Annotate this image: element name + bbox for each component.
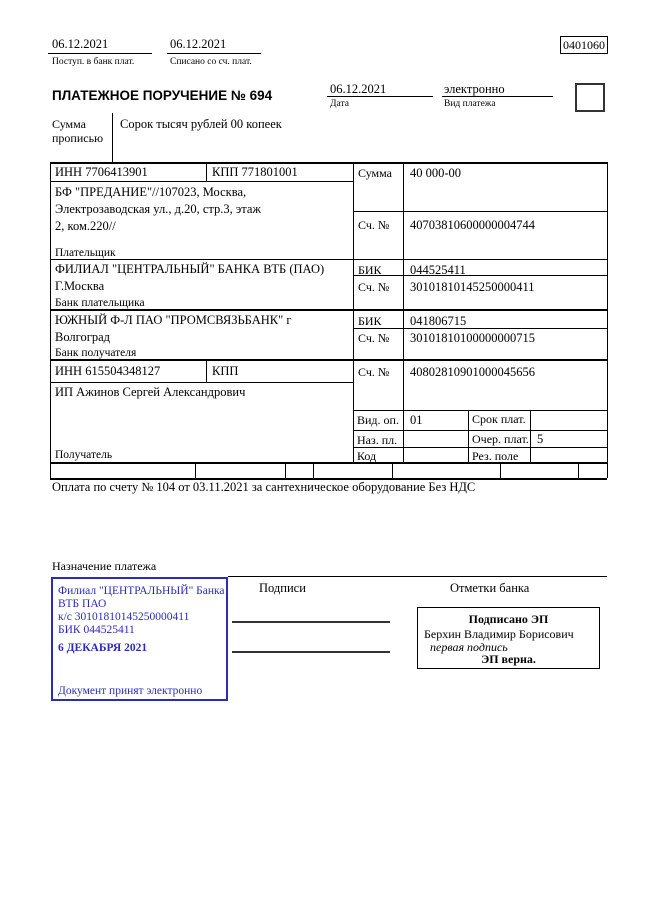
coded-row-top-line (50, 462, 607, 464)
amount-label: Сумма (358, 166, 392, 180)
coded-row-divider-3 (313, 462, 314, 478)
coded-row-divider-6 (578, 462, 579, 478)
payer-bank-account: 30101810145250000411 (410, 280, 535, 294)
due-date-label: Срок плат. (472, 412, 526, 426)
bank-stamp-date: 6 ДЕКАБРЯ 2021 (58, 642, 148, 654)
payee-bank-name-line2: Волгоград (55, 330, 111, 344)
payee-bank-bik-label: БИК (358, 314, 382, 328)
footer-top-line (228, 576, 607, 577)
payee-bank-bik: 041806715 (410, 314, 467, 328)
payer-bank-name-line2: Г.Москва (55, 279, 105, 293)
date-received: 06.12.2021 (52, 37, 109, 51)
payee-inn: ИНН 615504348127 (55, 364, 161, 378)
amount-words-label-2: прописью (52, 131, 104, 145)
payer-bank-bik-line (353, 275, 607, 276)
payer-bank-label: Банк плательщика (55, 297, 145, 309)
esign-kind: первая подпись (430, 640, 508, 654)
document-date-label: Дата (330, 99, 349, 109)
payee-inn-row-line (50, 382, 353, 383)
payer-name-line2: Электрозаводская ул., д.20, стр.3, этаж (55, 202, 262, 216)
document-date-underline (327, 96, 433, 97)
table-left-line (50, 162, 51, 478)
payee-bank-bik-line (353, 328, 607, 329)
esign-signer-name: Берхин Владимир Борисович (424, 627, 574, 641)
signature-line-2 (232, 651, 390, 653)
bank-stamp-line3: к/с 30101810145250000411 (58, 611, 190, 623)
coded-row-divider-4 (392, 462, 393, 478)
amount-value: 40 000-00 (410, 166, 462, 180)
payer-name-line3: 2, ком.220// (55, 219, 116, 233)
payer-section-line (50, 259, 607, 260)
esign-verified: ЭП верна. (481, 652, 536, 666)
order-value: 5 (537, 432, 544, 446)
reserve-field-label: Рез. поле (472, 449, 519, 463)
bank-stamp-line4: БИК 044525411 (58, 624, 135, 636)
status-checkbox (575, 83, 605, 112)
document-title: ПЛАТЕЖНОЕ ПОРУЧЕНИЕ № 694 (52, 88, 273, 103)
table-right-line (607, 162, 608, 478)
payer-account-label: Сч. № (358, 218, 390, 232)
payee-kpp: КПП (212, 364, 239, 378)
payer-account: 40703810600000004744 (410, 218, 535, 232)
date-debited-underline (167, 53, 261, 54)
due-col-line-left (468, 410, 469, 462)
esign-title: Подписано ЭП (468, 612, 549, 626)
amount-words-divider (112, 113, 113, 162)
payment-kind-underline (442, 96, 553, 97)
payment-kind-label: Вид платежа (444, 99, 496, 109)
payer-label: Плательщик (55, 247, 116, 259)
document-date: 06.12.2021 (330, 82, 387, 96)
op-kind-label: Вид. оп. (357, 413, 399, 427)
coded-row-divider-2 (285, 462, 286, 478)
form-code-box: 0401060 (560, 36, 608, 54)
payer-inn-kpp-divider (206, 162, 207, 181)
payer-bank-name-line1: ФИЛИАЛ "ЦЕНТРАЛЬНЫЙ" БАНКА ВТБ (ПАО) (55, 262, 325, 276)
order-label: Очер. плат. (472, 432, 529, 446)
payer-bank-bik-label: БИК (358, 263, 382, 277)
due-col-line-right (530, 410, 531, 462)
bank-stamp-footer: Документ принят электронно (58, 685, 203, 697)
amount-row-line (353, 211, 607, 212)
payee-bank-name-line1: ЮЖНЫЙ Ф-Л ПАО "ПРОМСВЯЗЬБАНК" г (55, 313, 292, 327)
bank-stamp-line1: Филиал "ЦЕНТРАЛЬНЫЙ" Банка (58, 585, 225, 597)
signature-line-1 (232, 621, 390, 623)
payer-inn: ИНН 7706413901 (55, 165, 148, 179)
date-received-label: Поступ. в банк плат. (52, 57, 135, 67)
payee-bank-label: Банк получателя (55, 347, 137, 359)
date-received-underline (48, 53, 152, 54)
payer-bank-account-label: Сч. № (358, 280, 390, 294)
date-debited-label: Списано со сч. плат. (170, 57, 252, 67)
payee-account: 40802810901000045656 (410, 365, 535, 379)
bank-stamp (51, 577, 228, 701)
payment-kind: электронно (444, 82, 505, 96)
op-row-line (353, 430, 607, 431)
signatures-label: Подписи (259, 581, 306, 595)
payee-label: Получатель (55, 449, 113, 461)
payer-kpp: КПП 771801001 (212, 165, 298, 179)
label-col-line (353, 162, 354, 462)
table-top-line (50, 162, 607, 164)
payee-bank-account-label: Сч. № (358, 331, 390, 345)
op-kind-value: 01 (410, 413, 423, 427)
payee-account-row-line (353, 410, 607, 411)
amount-words-value: Сорок тысяч рублей 00 копеек (120, 117, 282, 131)
payer-inn-row-line (50, 181, 353, 182)
payee-account-label: Сч. № (358, 365, 390, 379)
payee-name: ИП Ажинов Сергей Александрович (55, 385, 246, 399)
payment-purpose-label: Назначение платежа (52, 559, 157, 573)
code-label: Код (357, 449, 377, 463)
coded-row-divider-1 (195, 462, 196, 478)
value-col-line (403, 162, 404, 462)
bank-marks-label: Отметки банка (450, 581, 530, 595)
payee-inn-kpp-divider (206, 359, 207, 382)
payer-bank-bik: 044525411 (410, 263, 466, 277)
payment-purpose-text: Оплата по счету № 104 от 03.11.2021 за сантехническое оборудование Без НДС (52, 480, 476, 494)
coded-row-divider-5 (500, 462, 501, 478)
bank-stamp-line2: ВТБ ПАО (58, 598, 107, 610)
payer-name-line1: БФ "ПРЕДАНИЕ"//107023, Москва, (55, 185, 247, 199)
payee-bank-account: 30101810100000000715 (410, 331, 535, 345)
esign-stamp (417, 607, 600, 669)
pay-purpose-code-label: Наз. пл. (357, 433, 398, 447)
date-debited: 06.12.2021 (170, 37, 227, 51)
amount-words-label-1: Сумма (52, 117, 86, 131)
